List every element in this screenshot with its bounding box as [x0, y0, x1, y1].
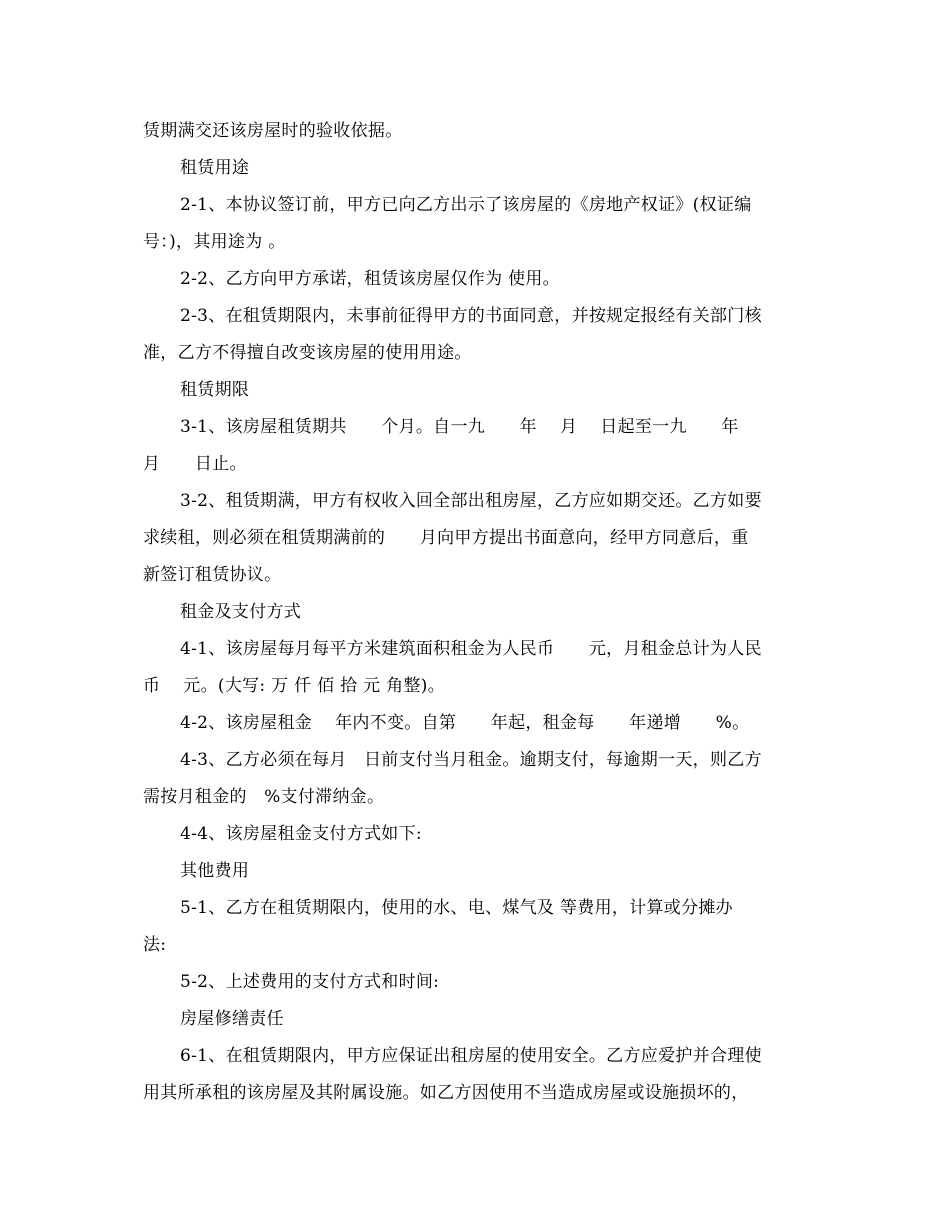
clause-4-1: 4-1、该房屋每月每平方米建筑面积租金为人民币 元，月租金总计为人民 — [180, 639, 762, 659]
clause-5-1: 5-1、乙方在租赁期限内，使用的水、电、煤气及 等费用，计算或分摊办 — [180, 898, 733, 918]
clause-3-2: 3-2、租赁期满，甲方有权收入回全部出租房屋，乙方应如期交还。乙方如要 — [180, 491, 762, 511]
text-line: 赁期满交还该房屋时的验收依据。 — [143, 121, 403, 141]
clause-2-1: 2-1、本协议签订前，甲方已向乙方出示了该房屋的《房地产权证》(权证编 — [180, 195, 752, 215]
text-line: 需按月租金的 %支付滞纳金。 — [143, 787, 385, 807]
clause-2-2: 2-2、乙方向甲方承诺，租赁该房屋仅作为 使用。 — [180, 269, 560, 289]
text-line: 月 日止。 — [143, 454, 247, 474]
text-line: 号：)，其用途为 。 — [143, 232, 286, 252]
section-heading-rent: 租金及支付方式 — [180, 602, 302, 622]
clause-6-1: 6-1、在租赁期限内，甲方应保证出租房屋的使用安全。乙方应爱护并合理使 — [180, 1046, 762, 1066]
clause-3-1: 3-1、该房屋租赁期共 个月。自一九 年 月 日起至一九 年 — [180, 417, 739, 437]
section-heading-repair: 房屋修缮责任 — [180, 1009, 284, 1029]
section-heading-term: 租赁期限 — [180, 380, 250, 400]
text-line: 用其所承租的该房屋及其附属设施。如乙方因使用不当造成房屋或设施损坏的， — [143, 1083, 749, 1103]
text-line: 币 元。(大写: 万 仟 佰 拾 元 角整)。 — [143, 676, 446, 696]
clause-4-3: 4-3、乙方必须在每月 日前支付当月租金。逾期支付，每逾期一天，则乙方 — [180, 750, 762, 770]
text-line: 准，乙方不得擅自改变该房屋的使用用途。 — [143, 343, 472, 363]
text-line: 法: — [143, 935, 167, 955]
section-heading-purpose: 租赁用途 — [180, 158, 250, 178]
text-line: 求续租，则必须在租赁期满前的 月向甲方提出书面意向，经甲方同意后，重 — [143, 528, 749, 548]
clause-5-2: 5-2、上述费用的支付方式和时间: — [180, 972, 440, 992]
text-line: 新签订租赁协议。 — [143, 565, 282, 585]
clause-4-2: 4-2、该房屋租金 年内不变。自第 年起，租金每 年递增 %。 — [180, 713, 750, 733]
clause-4-4: 4-4、该房屋租金支付方式如下: — [180, 824, 422, 844]
section-heading-other-fees: 其他费用 — [180, 861, 250, 881]
clause-2-3: 2-3、在租赁期限内，未事前征得甲方的书面同意，并按规定报经有关部门核 — [180, 306, 762, 326]
